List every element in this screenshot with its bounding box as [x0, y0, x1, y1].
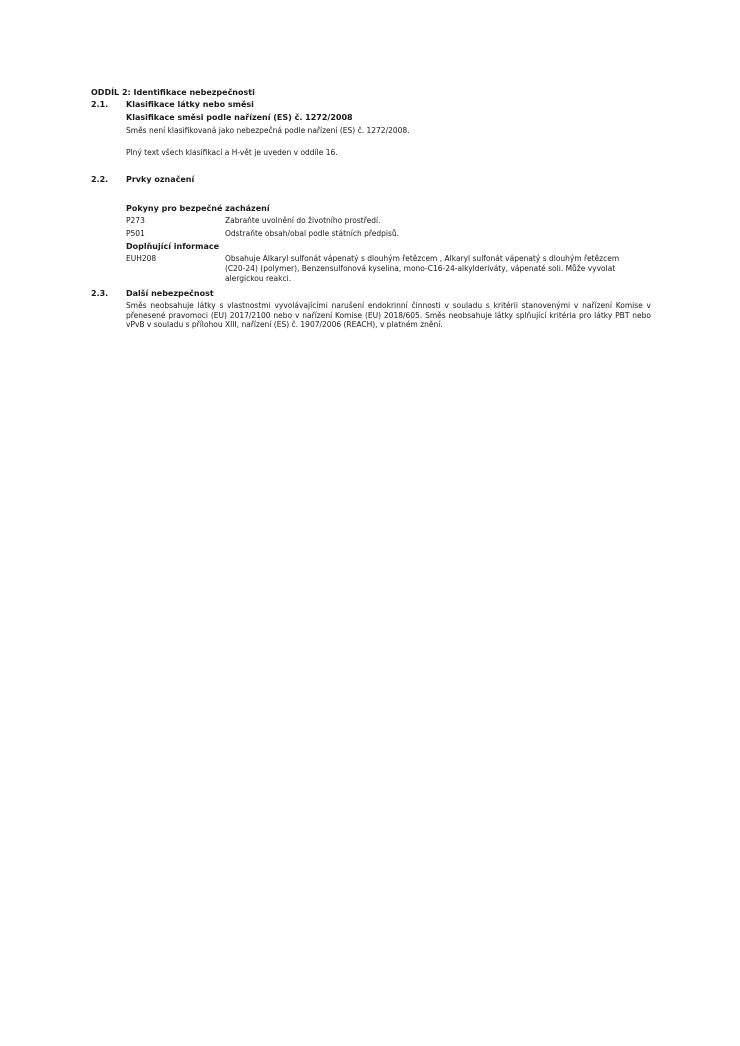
- precautions-heading: Pokyny pro bezpečné zacházení: [126, 204, 270, 213]
- section-2-1-subheading: Klasifikace směsi podle nařízení (ES) č. 1272/2008: [126, 113, 353, 122]
- supplemental-code: EUH208: [126, 254, 157, 263]
- section-2-1-line2: Plný text všech klasifikací a H-vět je uveden v oddíle 16.: [126, 148, 338, 157]
- section-2-3-heading: Další nebezpečnost: [126, 289, 214, 298]
- precaution-text: Odstraňte obsah/obal podle státních předpisů.: [225, 229, 400, 238]
- section-2-3-text: Směs neobsahuje látky s vlastnostmi vyvolávajícími narušení endokrinní činnosti v souladu s kritérii stanovenými v nařízení Komise v přenesené pravomoci (EU) 2017/2100 nebo v nařízení Komise (EU) 2018/605. Směs neobsahuje látky splňující kritéria pro látky PBT nebo vPvB v souladu s přílohou XIII, nařízení (ES) č. 1907/2006 (REACH), v platném znění.: [126, 301, 651, 330]
- supplemental-text: Obsahuje Alkaryl sulfonát vápenatý s dlouhým řetězcem , Alkaryl sulfonát vápenatý s dlouhým řetězcem (C20-24) (polymer), Benzensulfonová kyselina, mono-C16-24-alkylderiváty, vápenaté soli. Může vyvolat alergickou reakci.: [225, 254, 620, 283]
- section-2-1-heading: Klasifikace látky nebo směsi: [126, 100, 254, 109]
- section-2-2-number: 2.2.: [91, 175, 109, 184]
- precaution-code: P501: [126, 229, 145, 238]
- section-2-1-number: 2.1.: [91, 100, 109, 109]
- section-title: ODDÍL 2: Identifikace nebezpečnosti: [91, 88, 255, 97]
- section-2-3-number: 2.3.: [91, 289, 109, 298]
- section-2-2-heading: Prvky označení: [126, 175, 195, 184]
- precaution-code: P273: [126, 216, 145, 225]
- precaution-text: Zabraňte uvolnění do životního prostředí.: [225, 216, 381, 225]
- section-2-1-line1: Směs není klasifikovaná jako nebezpečná podle nařízení (ES) č. 1272/2008.: [126, 126, 410, 135]
- supplemental-heading: Doplňující informace: [126, 242, 220, 251]
